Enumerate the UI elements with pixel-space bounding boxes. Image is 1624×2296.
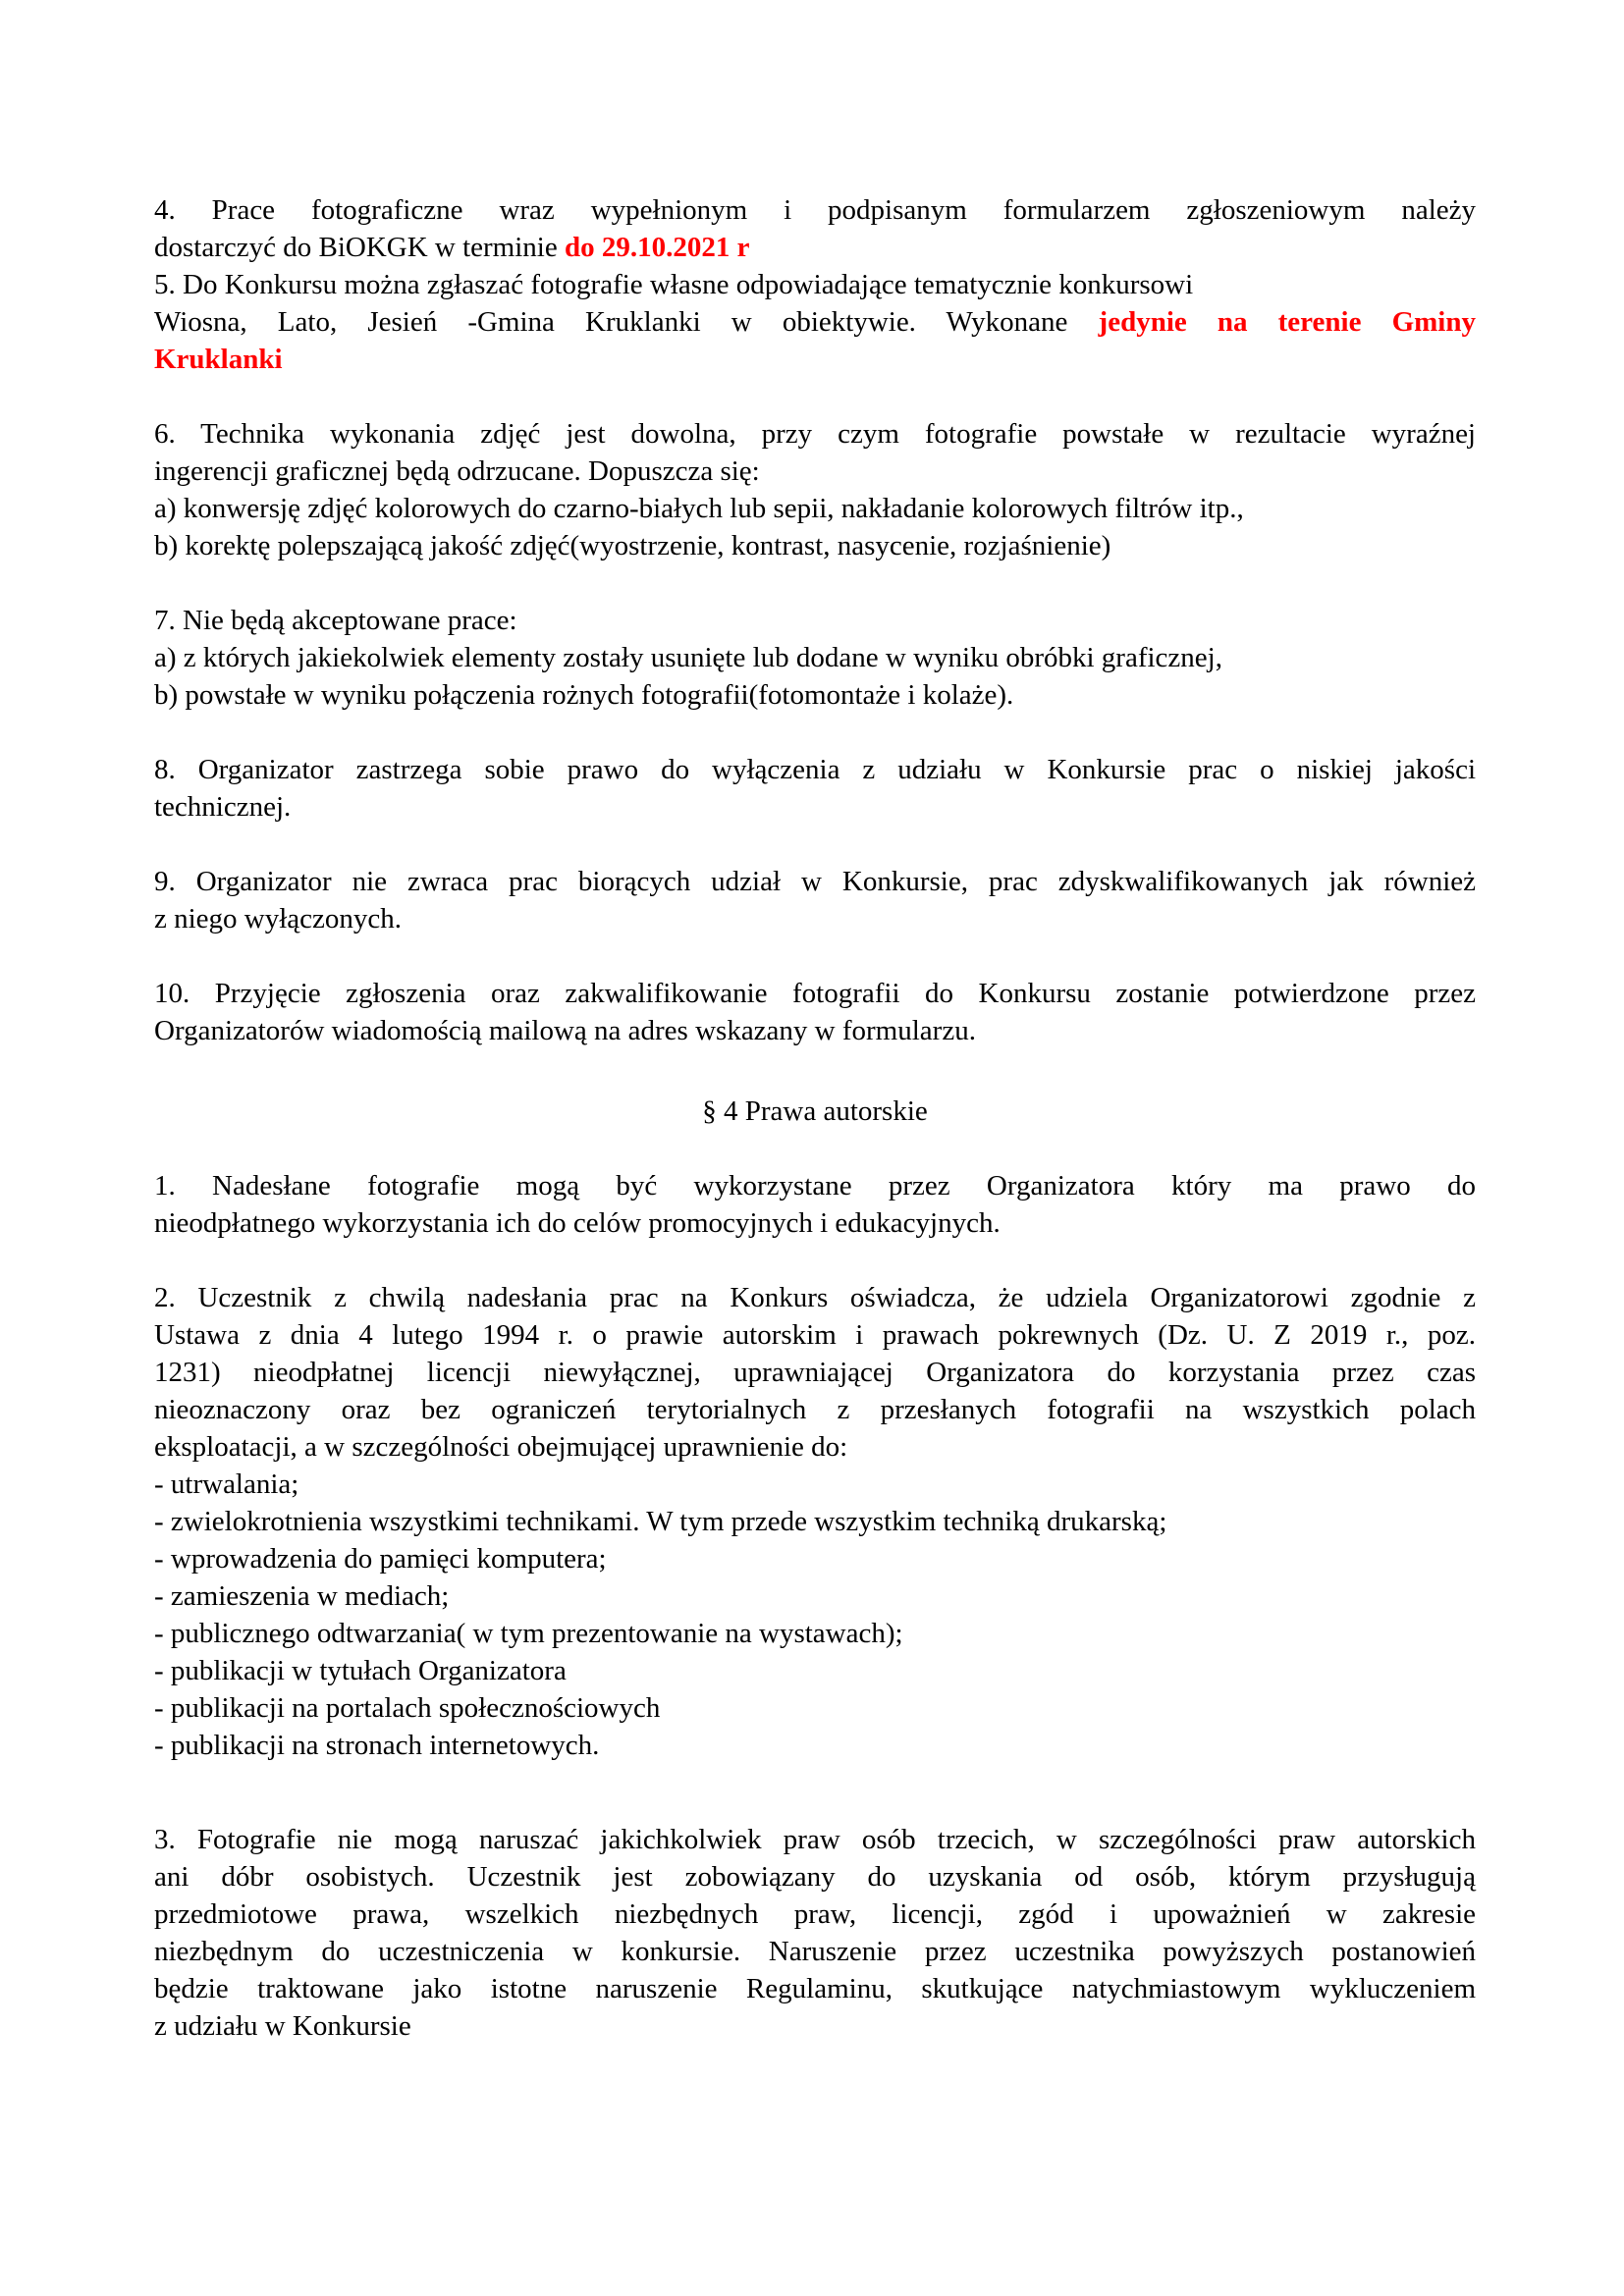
s4-paragraph-3-line-4: niezbędnym do uczestniczenia w konkursie. Naruszenie przez uczestnika powyższych postanowień: [154, 1936, 1476, 1967]
paragraph-7-line-1: 7. Nie będą akceptowane prace:: [154, 605, 517, 636]
paragraph-7-line-3: b) powstałe w wyniku połączenia rożnych fotografii(fotomontaże i kolaże).: [154, 679, 1014, 711]
paragraph-5-line-1: 5. Do Konkursu można zgłaszać fotografie własne odpowiadające tematycznie konkursowi: [154, 269, 1194, 300]
s4-paragraph-2-line-3: 1231) nieodpłatnej licencji niewyłącznej, uprawniającej Organizatora do korzystania przez czas: [154, 1357, 1476, 1388]
paragraph-6-line-1: 6. Technika wykonania zdjęć jest dowolna, przy czym fotografie powstałe w rezultacie wyraźnej: [154, 418, 1476, 450]
list-item-wprowadzenia: - wprowadzenia do pamięci komputera;: [154, 1543, 607, 1575]
paragraph-4-line-1: 4. Prace fotograficzne wraz wypełnionym i podpisanym formularzem zgłoszeniowym należy: [154, 194, 1476, 226]
paragraph-text: dostarczyć do BiOKGK w terminie: [154, 232, 565, 263]
paragraph-5-line-2: [154, 305, 1476, 339]
s4-paragraph-3-line-2: ani dóbr osobistych. Uczestnik jest zobowiązany do uzyskania od osób, którym przysługują: [154, 1861, 1476, 1893]
paragraph-10-line-1: 10. Przyjęcie zgłoszenia oraz zakwalifikowanie fotografii do Konkursu zostanie potwierdzone przez: [154, 978, 1476, 1009]
paragraph-6-line-3: a) konwersję zdjęć kolorowych do czarno-białych lub sepii, nakładanie kolorowych filtrów itp.,: [154, 493, 1244, 524]
list-item-zwielokrotnienia: - zwielokrotnienia wszystkimi technikami. W tym przede wszystkim techniką drukarską;: [154, 1506, 1167, 1537]
list-item-utrwalania: - utrwalania;: [154, 1468, 299, 1500]
s4-paragraph-3-line-1: 3. Fotografie nie mogą naruszać jakichkolwiek praw osób trzecich, w szczególności praw autorskich: [154, 1824, 1476, 1855]
paragraph-8-line-1: 8. Organizator zastrzega sobie prawo do wyłączenia z udziału w Konkursie prac o niskiej jakości: [154, 754, 1476, 785]
s4-paragraph-3-line-3: przedmiotowe prawa, wszelkich niezbędnych praw, licencji, zgód i upoważnień w zakresie: [154, 1898, 1476, 1930]
paragraph-8-line-2: technicznej.: [154, 791, 292, 823]
s4-paragraph-1-line-1: 1. Nadesłane fotografie mogą być wykorzystane przez Organizatora który ma prawo do: [154, 1170, 1476, 1201]
s4-paragraph-2-line-2: Ustawa z dnia 4 lutego 1994 r. o prawie autorskim i prawach pokrewnych (Dz. U. Z 2019 r., poz.: [154, 1319, 1476, 1351]
s4-paragraph-2-line-1: 2. Uczestnik z chwilą nadesłania prac na Konkurs oświadcza, że udziela Organizatorowi zgodnie z: [154, 1282, 1476, 1313]
s4-paragraph-3-line-6: z udziału w Konkursie: [154, 2010, 411, 2042]
list-item-publikacji-tytuly: - publikacji w tytułach Organizatora: [154, 1655, 567, 1686]
section-heading: § 4 Prawa autorskie: [702, 1095, 928, 1127]
paragraph-text: Wiosna, Lato, Jesień -Gmina Kruklanki w obiektywie. Wykonane: [154, 306, 1099, 338]
paragraph-4-line-2: [154, 231, 1476, 264]
s4-paragraph-1-line-2: nieodpłatnego wykorzystania ich do celów promocyjnych i edukacyjnych.: [154, 1207, 1001, 1239]
s4-paragraph-2-line-5: eksploatacji, a w szczególności obejmującej uprawnienie do:: [154, 1431, 848, 1463]
list-item-zamieszenia: - zamieszenia w mediach;: [154, 1580, 450, 1612]
s4-paragraph-3-line-5: będzie traktowane jako istotne naruszenie Regulaminu, skutkujące natychmiastowym wykluczeniem: [154, 1973, 1476, 2004]
deadline-highlight: do 29.10.2021 r: [564, 232, 750, 263]
s4-paragraph-2-line-4: nieoznaczony oraz bez ograniczeń terytorialnych z przesłanych fotografii na wszystkich polach: [154, 1394, 1476, 1425]
location-highlight-cont: Kruklanki: [154, 344, 283, 375]
paragraph-9-line-1: 9. Organizator nie zwraca prac biorących udział w Konkursie, prac zdyskwalifikowanych jak również: [154, 866, 1476, 897]
paragraph-10-line-2: Organizatorów wiadomością mailową na adres wskazany w formularzu.: [154, 1015, 976, 1046]
paragraph-9-line-2: z niego wyłączonych.: [154, 903, 403, 934]
list-item-publikacji-portale: - publikacji na portalach społecznościowych: [154, 1692, 661, 1724]
paragraph-6-line-2: ingerencji graficznej będą odrzucane. Dopuszcza się:: [154, 455, 760, 487]
list-item-odtwarzania: - publicznego odtwarzania( w tym prezentowanie na wystawach);: [154, 1618, 903, 1649]
paragraph-6-line-4: b) korektę polepszającą jakość zdjęć(wyostrzenie, kontrast, nasycenie, rozjaśnienie): [154, 530, 1111, 561]
paragraph-5-line-3: [154, 343, 1476, 376]
list-item-publikacji-strony: - publikacji na stronach internetowych.: [154, 1730, 600, 1761]
location-highlight: jedynie na terenie Gminy: [1098, 306, 1476, 338]
paragraph-7-line-2: a) z których jakiekolwiek elementy zostały usunięte lub dodane w wyniku obróbki graficznej,: [154, 642, 1222, 673]
